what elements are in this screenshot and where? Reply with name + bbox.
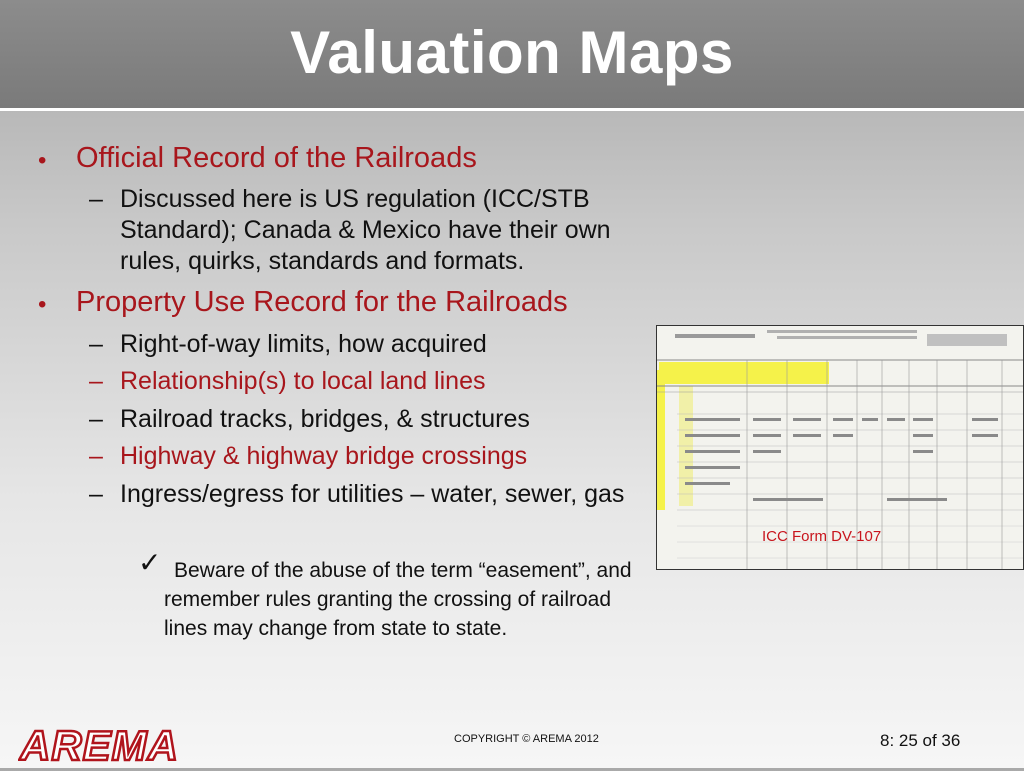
arema-logo-text: AREMA [20,722,179,766]
dash-marker-6: – [89,480,103,508]
dash-marker-1: – [89,185,103,213]
check-icon: ✓ [138,546,162,579]
page-number: 8: 25 of 36 [880,731,961,750]
figure-caption: ICC Form DV-107 [762,528,882,545]
copyright-text: COPYRIGHT © AREMA 2012 [454,733,599,745]
dash-marker-5: – [89,442,103,470]
subitem-right-of-way: Right-of-way limits, how acquired [120,330,487,358]
note-easement: Beware of the abuse of the term “easement”, and remember rules granting the crossing of railroad lines may change from state to state. [164,559,632,640]
bullet-marker-1: • [38,147,47,174]
dash-marker-4: – [89,405,103,433]
subitem-highway-crossings: Highway & highway bridge crossings [120,442,528,470]
slide-title: Valuation Maps [290,19,734,86]
subitem-land-lines: Relationship(s) to local land lines [120,367,486,395]
bullet-official-record: Official Record of the Railroads [76,142,477,174]
dash-marker-2: – [89,330,103,358]
arema-logo [18,722,204,766]
subitem-us-regulation: Discussed here is US regulation (ICC/STB Standard); Canada & Mexico have their own rules, quirks, standards and formats. [120,185,611,275]
bullet-property-use-record: Property Use Record for the Railroads [76,286,568,318]
bullet-marker-2: • [38,291,47,318]
subitem-utilities: Ingress/egress for utilities – water, sewer, gas [120,480,625,508]
dash-marker-3: – [89,367,103,395]
subitem-tracks-bridges: Railroad tracks, bridges, & structures [120,405,530,433]
